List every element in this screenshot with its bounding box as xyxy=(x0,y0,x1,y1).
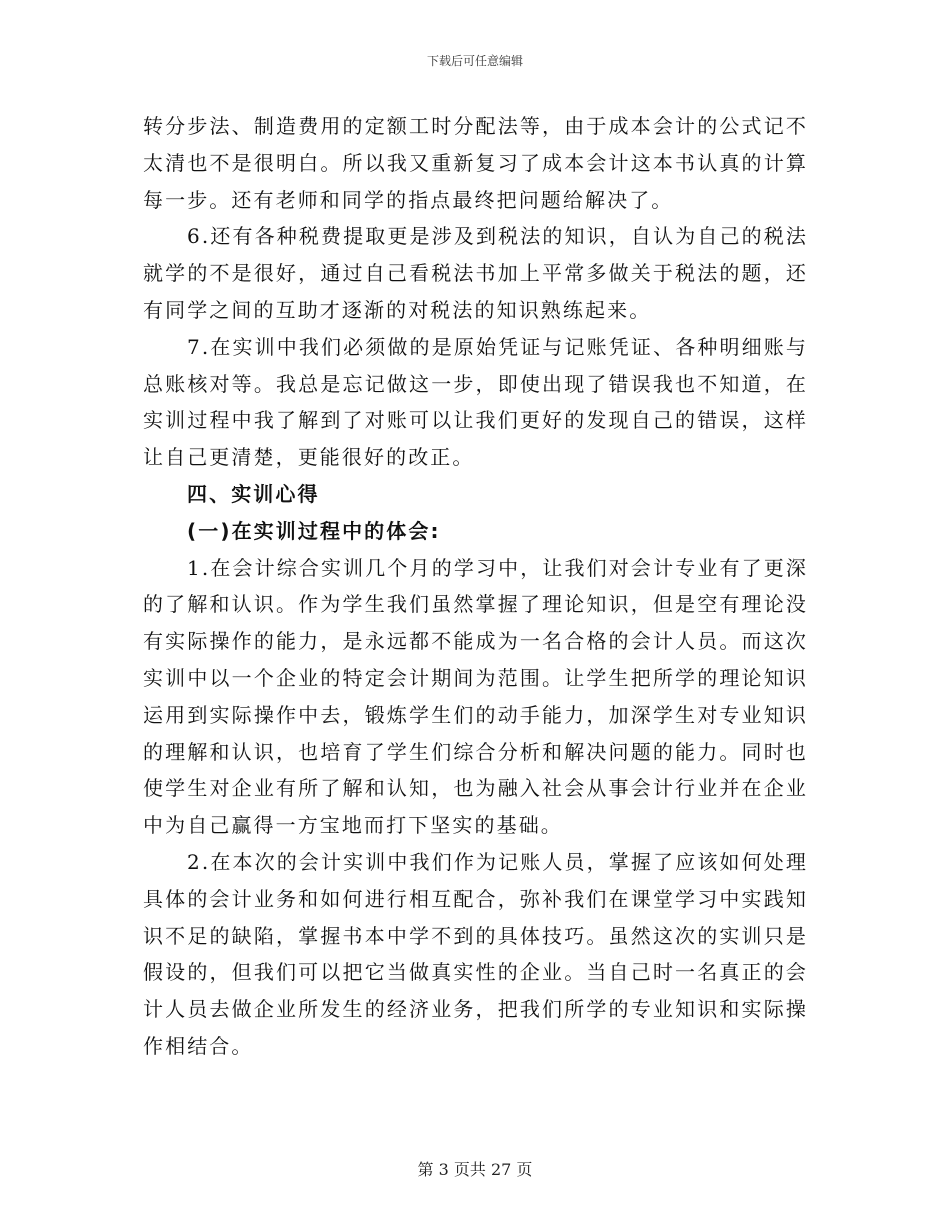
page-header-note: 下载后可任意编辑 xyxy=(426,54,523,68)
paragraph-item-2: 2.在本次的会计实训中我们作为记账人员，掌握了应该如何处理具体的会计业务和如何进行相互配合，弥补我们在课堂学习中实践知识不足的缺陷，掌握书本中学不到的具体技巧。虽然这次的实训只是假设的，但我们可以把它当做真实性的企业。当自己时一名真正的会计人员去做企业所发生的经济业务，把我们所学的专业知识和实际操作相结合。 xyxy=(143,849,808,1058)
paragraph-continuation: 转分步法、制造费用的定额工时分配法等，由于成本会计的公式记不太清也不是很明白。所以我又重新复习了成本会计这本书认真的计算每一步。还有老师和同学的指点最终把问题给解决了。 xyxy=(143,114,808,212)
page-number: 第 3 页共 27 页 xyxy=(417,1160,533,1179)
paragraph-item-6: 6.还有各种税费提取更是涉及到税法的知识，自认为自己的税法就学的不是很好，通过自己看税法书加上平常多做关于税法的题，还有同学之间的互助才逐渐的对税法的知识熟练起来。 xyxy=(143,224,808,322)
document-body xyxy=(143,108,808,1065)
section-heading-4: 四、实训心得 xyxy=(187,481,320,506)
paragraph-item-1: 1.在会计综合实训几个月的学习中，让我们对会计专业有了更深的了解和认识。作为学生我们虽然掌握了理论知识，但是空有理论没有实际操作的能力，是永远都不能成为一名合格的会计人员。而这次实训中以一个企业的特定会计期间为范围。让学生把所学的理论知识运用到实际操作中去，锻炼学生们的动手能力，加深学生对专业知识的理解和认识，也培育了学生们综合分析和解决问题的能力。同时也使学生对企业有所了解和认知，也为融入社会从事会计行业并在企业中为自己赢得一方宝地而打下坚实的基础。 xyxy=(143,555,808,838)
paragraph-item-7: 7.在实训中我们必须做的是原始凭证与记账凭证、各种明细账与总账核对等。我总是忘记做这一步，即使出现了错误我也不知道，在实训过程中我了解到了对账可以让我们更好的发现自己的错误，这样让自己更清楚，更能很好的改正。 xyxy=(143,334,808,470)
subsection-heading-1: (一)在实训过程中的体会: xyxy=(187,518,441,543)
